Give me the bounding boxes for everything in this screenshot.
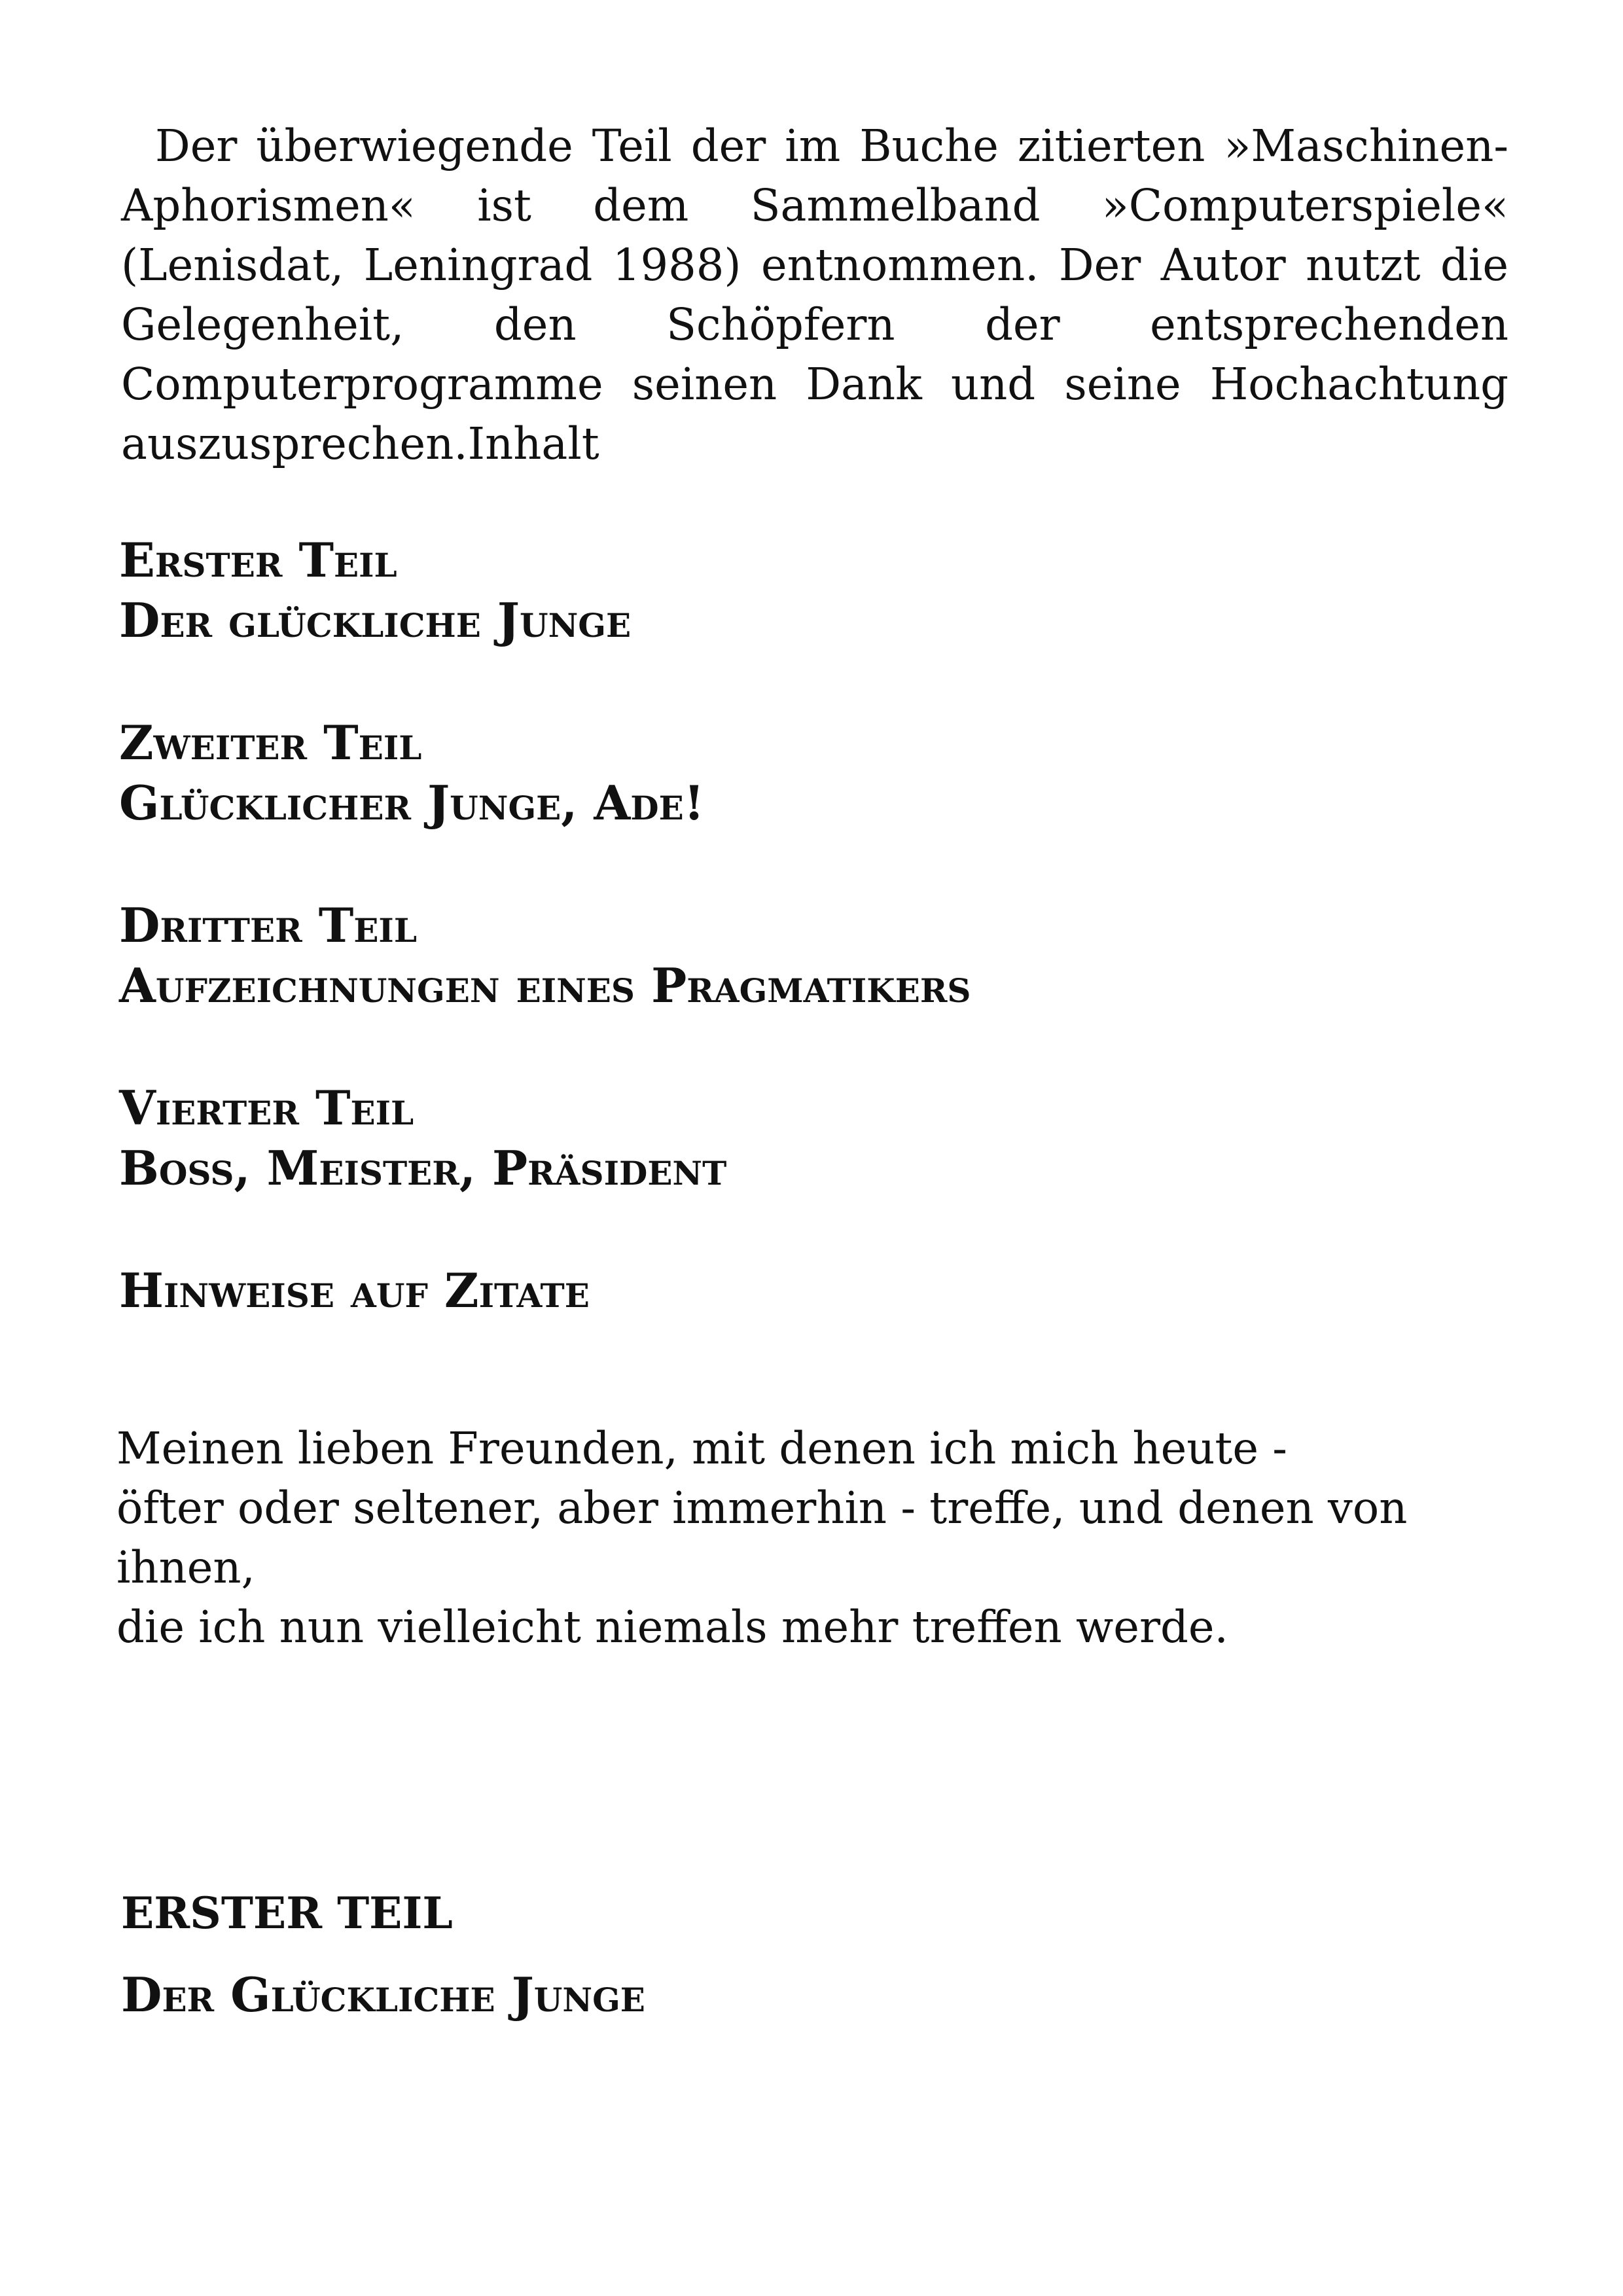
toc-part-title: Glücklicher Junge, Ade! <box>119 775 705 831</box>
dedication <box>116 1419 1517 1657</box>
intro-paragraph: Der überwiegende Teil der im Buche zitierten »Maschinen-Aphorismen« ist dem Sammelband »Computerspiele« (Lenisdat, Leningrad 1988) entnommen. Der Autor nutzt die Gelegenheit, den Schöpfern der entsprechenden Computerprogramme seinen Dank und seine Hochachtung auszusprechen.Inhalt <box>121 120 1508 469</box>
dedication-line: ihnen, <box>116 1542 255 1593</box>
toc-entry <box>119 895 1507 1016</box>
dedication-line: Meinen lieben Freunden, mit denen ich mich heute - <box>116 1423 1287 1474</box>
section-heading-label: ERSTER TEIL <box>121 1888 453 1939</box>
toc-part-title: Boss, Meister, Präsident <box>119 1140 727 1196</box>
dedication-line: öfter oder seltener, aber immerhin - treffe, und denen von <box>116 1482 1408 1534</box>
toc-entry <box>119 1261 1507 1321</box>
toc-citations-label: Hinweise auf Zitate <box>119 1263 590 1318</box>
dedication-line: die ich nun vielleicht niemals mehr treffen werde. <box>116 1602 1228 1653</box>
toc-entry <box>119 713 1507 833</box>
toc-part-title: Der glückliche Junge <box>119 592 632 648</box>
toc-part-label: Erster Teil <box>119 532 397 588</box>
table-of-contents <box>119 530 1507 1383</box>
toc-part-label: Vierter Teil <box>119 1080 414 1136</box>
section-heading <box>121 1884 1495 2025</box>
section-heading-title: Der Glückliche Junge <box>121 1967 645 2022</box>
toc-entry <box>119 530 1507 651</box>
toc-part-label: Zweiter Teil <box>119 715 422 770</box>
toc-part-label: Dritter Teil <box>119 897 417 953</box>
toc-entry <box>119 1078 1507 1198</box>
toc-part-title: Aufzeichnungen eines Pragmatikers <box>119 958 971 1013</box>
